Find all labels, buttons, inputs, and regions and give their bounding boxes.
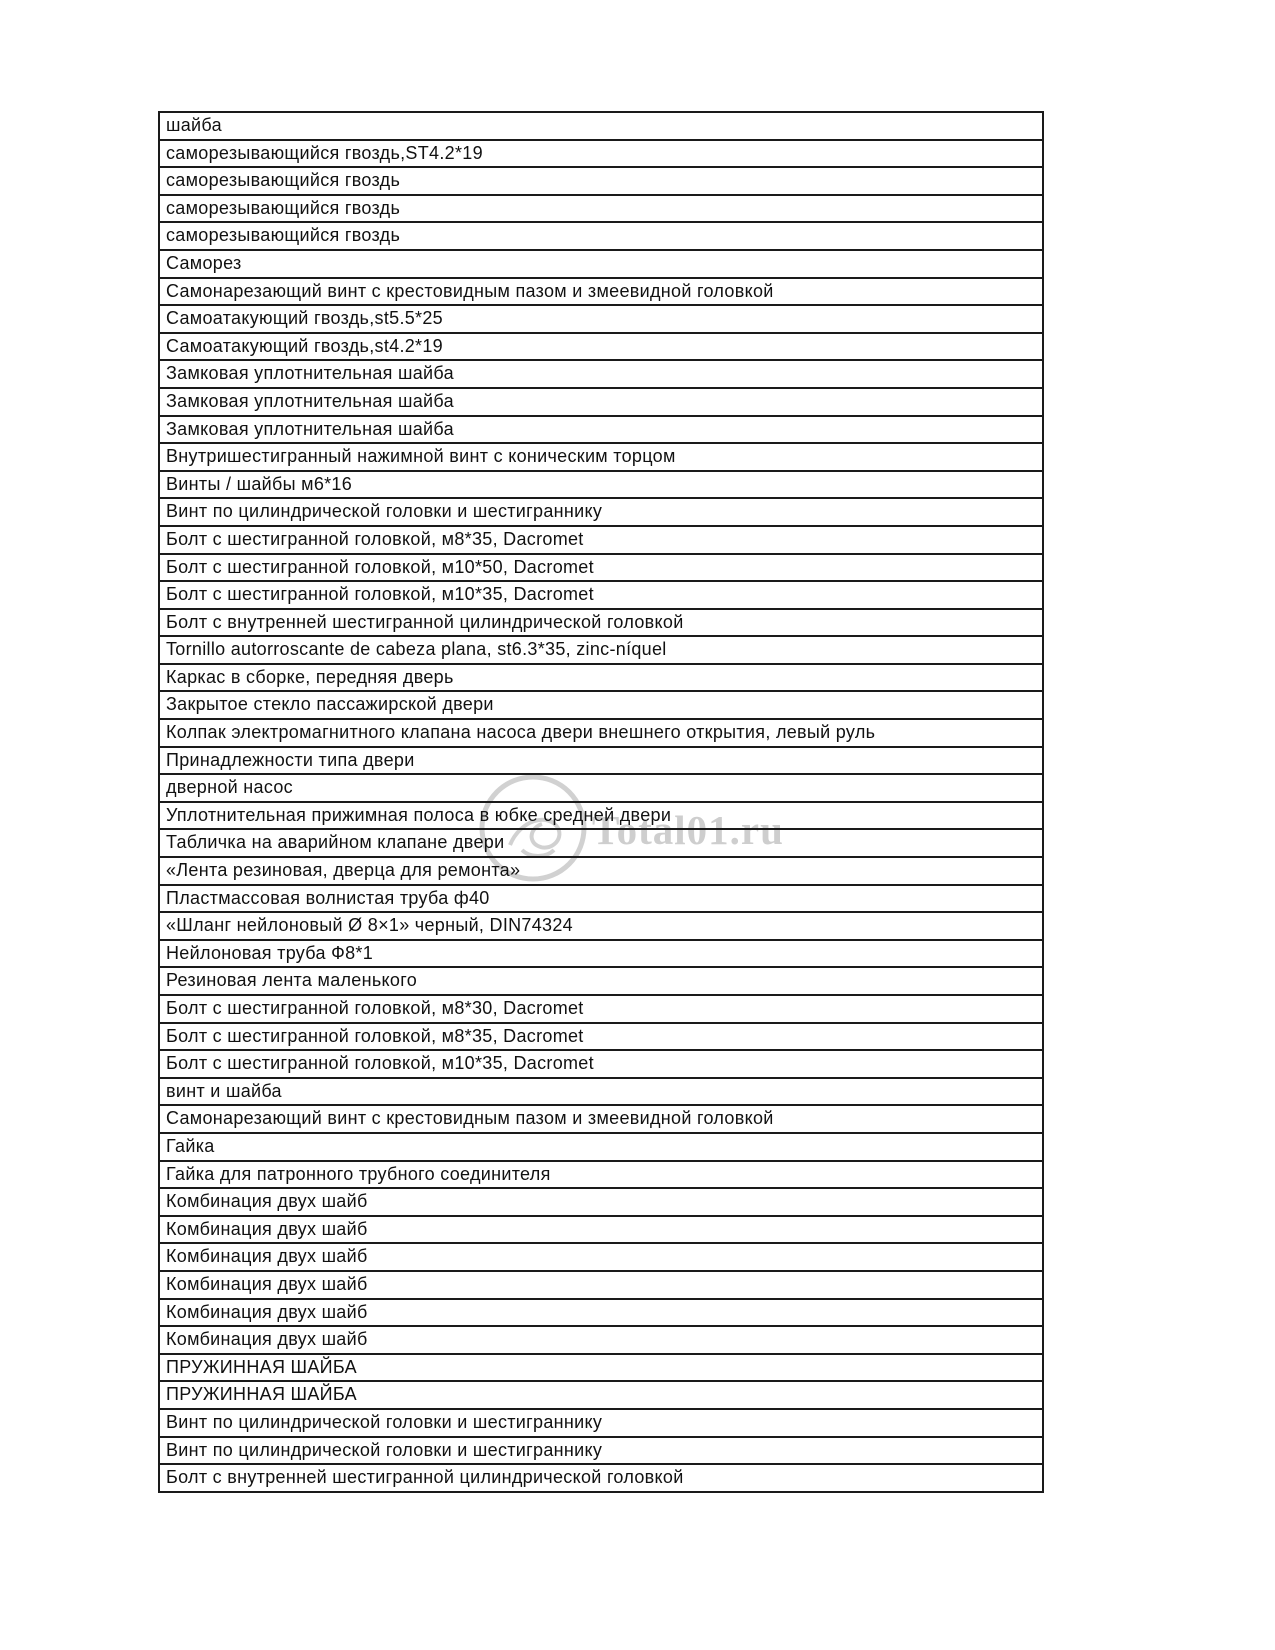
- table-row: [160, 748, 1042, 776]
- table-row: [160, 830, 1042, 858]
- table-row: [160, 610, 1042, 638]
- parts-table: [158, 111, 1044, 1493]
- part-name-text: ПРУЖИННАЯ ШАЙБА: [166, 1384, 357, 1405]
- table-row: [160, 968, 1042, 996]
- table-row: [160, 168, 1042, 196]
- table-row: [160, 1438, 1042, 1466]
- part-name-text: Комбинация двух шайб: [166, 1329, 368, 1350]
- table-row: [160, 665, 1042, 693]
- part-name-text: Закрытое стекло пассажирской двери: [166, 694, 494, 715]
- table-row: [160, 223, 1042, 251]
- part-name-text: Болт с шестигранной головкой, м8*30, Dacromet: [166, 998, 584, 1018]
- part-name-text: саморезывающийся гвоздь: [166, 170, 401, 191]
- part-name-text: саморезывающийся гвоздь: [166, 197, 401, 218]
- part-name-text: Болт с шестигранной головкой, м8*35, Dacromet: [166, 1025, 584, 1046]
- table-row: [160, 417, 1042, 445]
- table-row: [160, 113, 1042, 141]
- part-name-text: Саморез: [166, 252, 242, 273]
- table-row: [160, 1189, 1042, 1217]
- table-row: [160, 775, 1042, 803]
- table-row: [160, 334, 1042, 362]
- part-name-text: Табличка на аварийном клапане двери: [166, 832, 505, 853]
- part-name-text: Болт с шестигранной головкой, м10*35, Dacromet: [166, 584, 594, 605]
- table-row: [160, 913, 1042, 941]
- table-row: [160, 1024, 1042, 1052]
- part-name-text: Внутришестигранный нажимной винт с коническим торцом: [166, 446, 676, 467]
- table-row: [160, 1465, 1042, 1491]
- table-row: [160, 196, 1042, 224]
- table-row: [160, 1162, 1042, 1190]
- table-row: [160, 1355, 1042, 1383]
- table-row: [160, 444, 1042, 472]
- part-name-text: Самоатакующий гвоздь,st4.2*19: [166, 335, 443, 356]
- table-row: [160, 996, 1042, 1024]
- part-name-text: ПРУЖИННАЯ ШАЙБА: [166, 1356, 357, 1377]
- part-name-text: Каркас в сборке, передняя дверь: [166, 666, 454, 687]
- part-name-text: Комбинация двух шайб: [166, 1246, 368, 1267]
- part-name-text: Замковая уплотнительная шайба: [166, 363, 454, 384]
- table-row: [160, 1106, 1042, 1134]
- table-row: [160, 582, 1042, 610]
- table-row: [160, 1272, 1042, 1300]
- part-name-text: Комбинация двух шайб: [166, 1218, 368, 1239]
- part-name-text: винт и шайба: [166, 1080, 282, 1101]
- table-row: [160, 1134, 1042, 1162]
- table-row: [160, 720, 1042, 748]
- part-name-text: дверной насос: [166, 777, 293, 798]
- watermark-text: Total01.ru: [592, 807, 784, 853]
- table-row: [160, 1079, 1042, 1107]
- part-name-text: Болт с внутренней шестигранной цилиндрической головкой: [166, 1467, 684, 1488]
- part-name-text: Замковая уплотнительная шайба: [166, 390, 454, 411]
- table-row: [160, 1244, 1042, 1272]
- part-name-text: Уплотнительная прижимная полоса в юбке средней двери: [166, 804, 672, 825]
- table-row: [160, 803, 1042, 831]
- part-name-text: Болт с шестигранной головкой, м10*35, Dacromet: [166, 1053, 594, 1074]
- table-row: [160, 472, 1042, 500]
- part-name-text: Болт с шестигранной головкой, м8*35, Dacromet: [166, 528, 584, 549]
- part-name-text: Винты / шайбы м6*16: [166, 473, 353, 494]
- part-name-text: саморезывающийся гвоздь: [166, 225, 401, 246]
- part-name-text: Самонарезающий винт с крестовидным пазом и змеевидной головкой: [166, 280, 774, 301]
- table-row: [160, 1327, 1042, 1355]
- table-row: [160, 389, 1042, 417]
- table-row: [160, 361, 1042, 389]
- table-row: [160, 555, 1042, 583]
- part-name-text: Самонарезающий винт с крестовидным пазом и змеевидной головкой: [166, 1108, 774, 1129]
- table-row: [160, 692, 1042, 720]
- part-name-text: Болт с внутренней шестигранной цилиндрической головкой: [166, 611, 684, 632]
- part-name-text: Винт по цилиндрической головки и шестиграннику: [166, 1411, 603, 1432]
- part-name-text: Комбинация двух шайб: [166, 1273, 368, 1294]
- table-row: [160, 527, 1042, 555]
- table-row: [160, 251, 1042, 279]
- table-row: [160, 858, 1042, 886]
- table-row: [160, 279, 1042, 307]
- part-name-text: Комбинация двух шайб: [166, 1301, 368, 1322]
- part-name-text: саморезывающийся гвоздь,ST4.2*19: [166, 142, 483, 163]
- part-name-text: Самоатакующий гвоздь,st5.5*25: [166, 308, 443, 329]
- part-name-text: Винт по цилиндрической головки и шестиграннику: [166, 1439, 603, 1460]
- part-name-text: «Шланг нейлоновый Ø 8×1» черный, DIN74324: [166, 915, 573, 936]
- part-name-text: Замковая уплотнительная шайба: [166, 418, 454, 439]
- table-row: [160, 499, 1042, 527]
- part-name-text: Резиновая лента маленького: [166, 970, 418, 991]
- table-row: [160, 1217, 1042, 1245]
- part-name-text: Винт по цилиндрической головки и шестиграннику: [166, 501, 603, 522]
- part-name-text: Tornillo autorroscante de cabeza plana, st6.3*35, zinc-níquel: [166, 639, 667, 660]
- part-name-text: шайба: [166, 115, 222, 135]
- part-name-text: Пластмассовая волнистая труба ф40: [166, 887, 490, 908]
- table-row: [160, 637, 1042, 665]
- part-name-text: Нейлоновая труба Ф8*1: [166, 942, 374, 963]
- table-row: [160, 1410, 1042, 1438]
- part-name-text: «Лента резиновая, дверца для ремонта»: [166, 860, 521, 881]
- part-name-text: Комбинация двух шайб: [166, 1191, 368, 1212]
- table-row: [160, 1300, 1042, 1328]
- part-name-text: Болт с шестигранной головкой, м10*50, Dacromet: [166, 556, 594, 577]
- table-row: [160, 941, 1042, 969]
- part-name-text: Принадлежности типа двери: [166, 749, 415, 770]
- part-name-text: Гайка: [166, 1135, 215, 1156]
- table-row: [160, 141, 1042, 169]
- part-name-text: Колпак электромагнитного клапана насоса двери внешнего открытия, левый руль: [166, 722, 876, 743]
- table-row: [160, 1382, 1042, 1410]
- table-row: [160, 306, 1042, 334]
- table-row: [160, 886, 1042, 914]
- table-row: [160, 1051, 1042, 1079]
- part-name-text: Гайка для патронного трубного соединителя: [166, 1163, 551, 1184]
